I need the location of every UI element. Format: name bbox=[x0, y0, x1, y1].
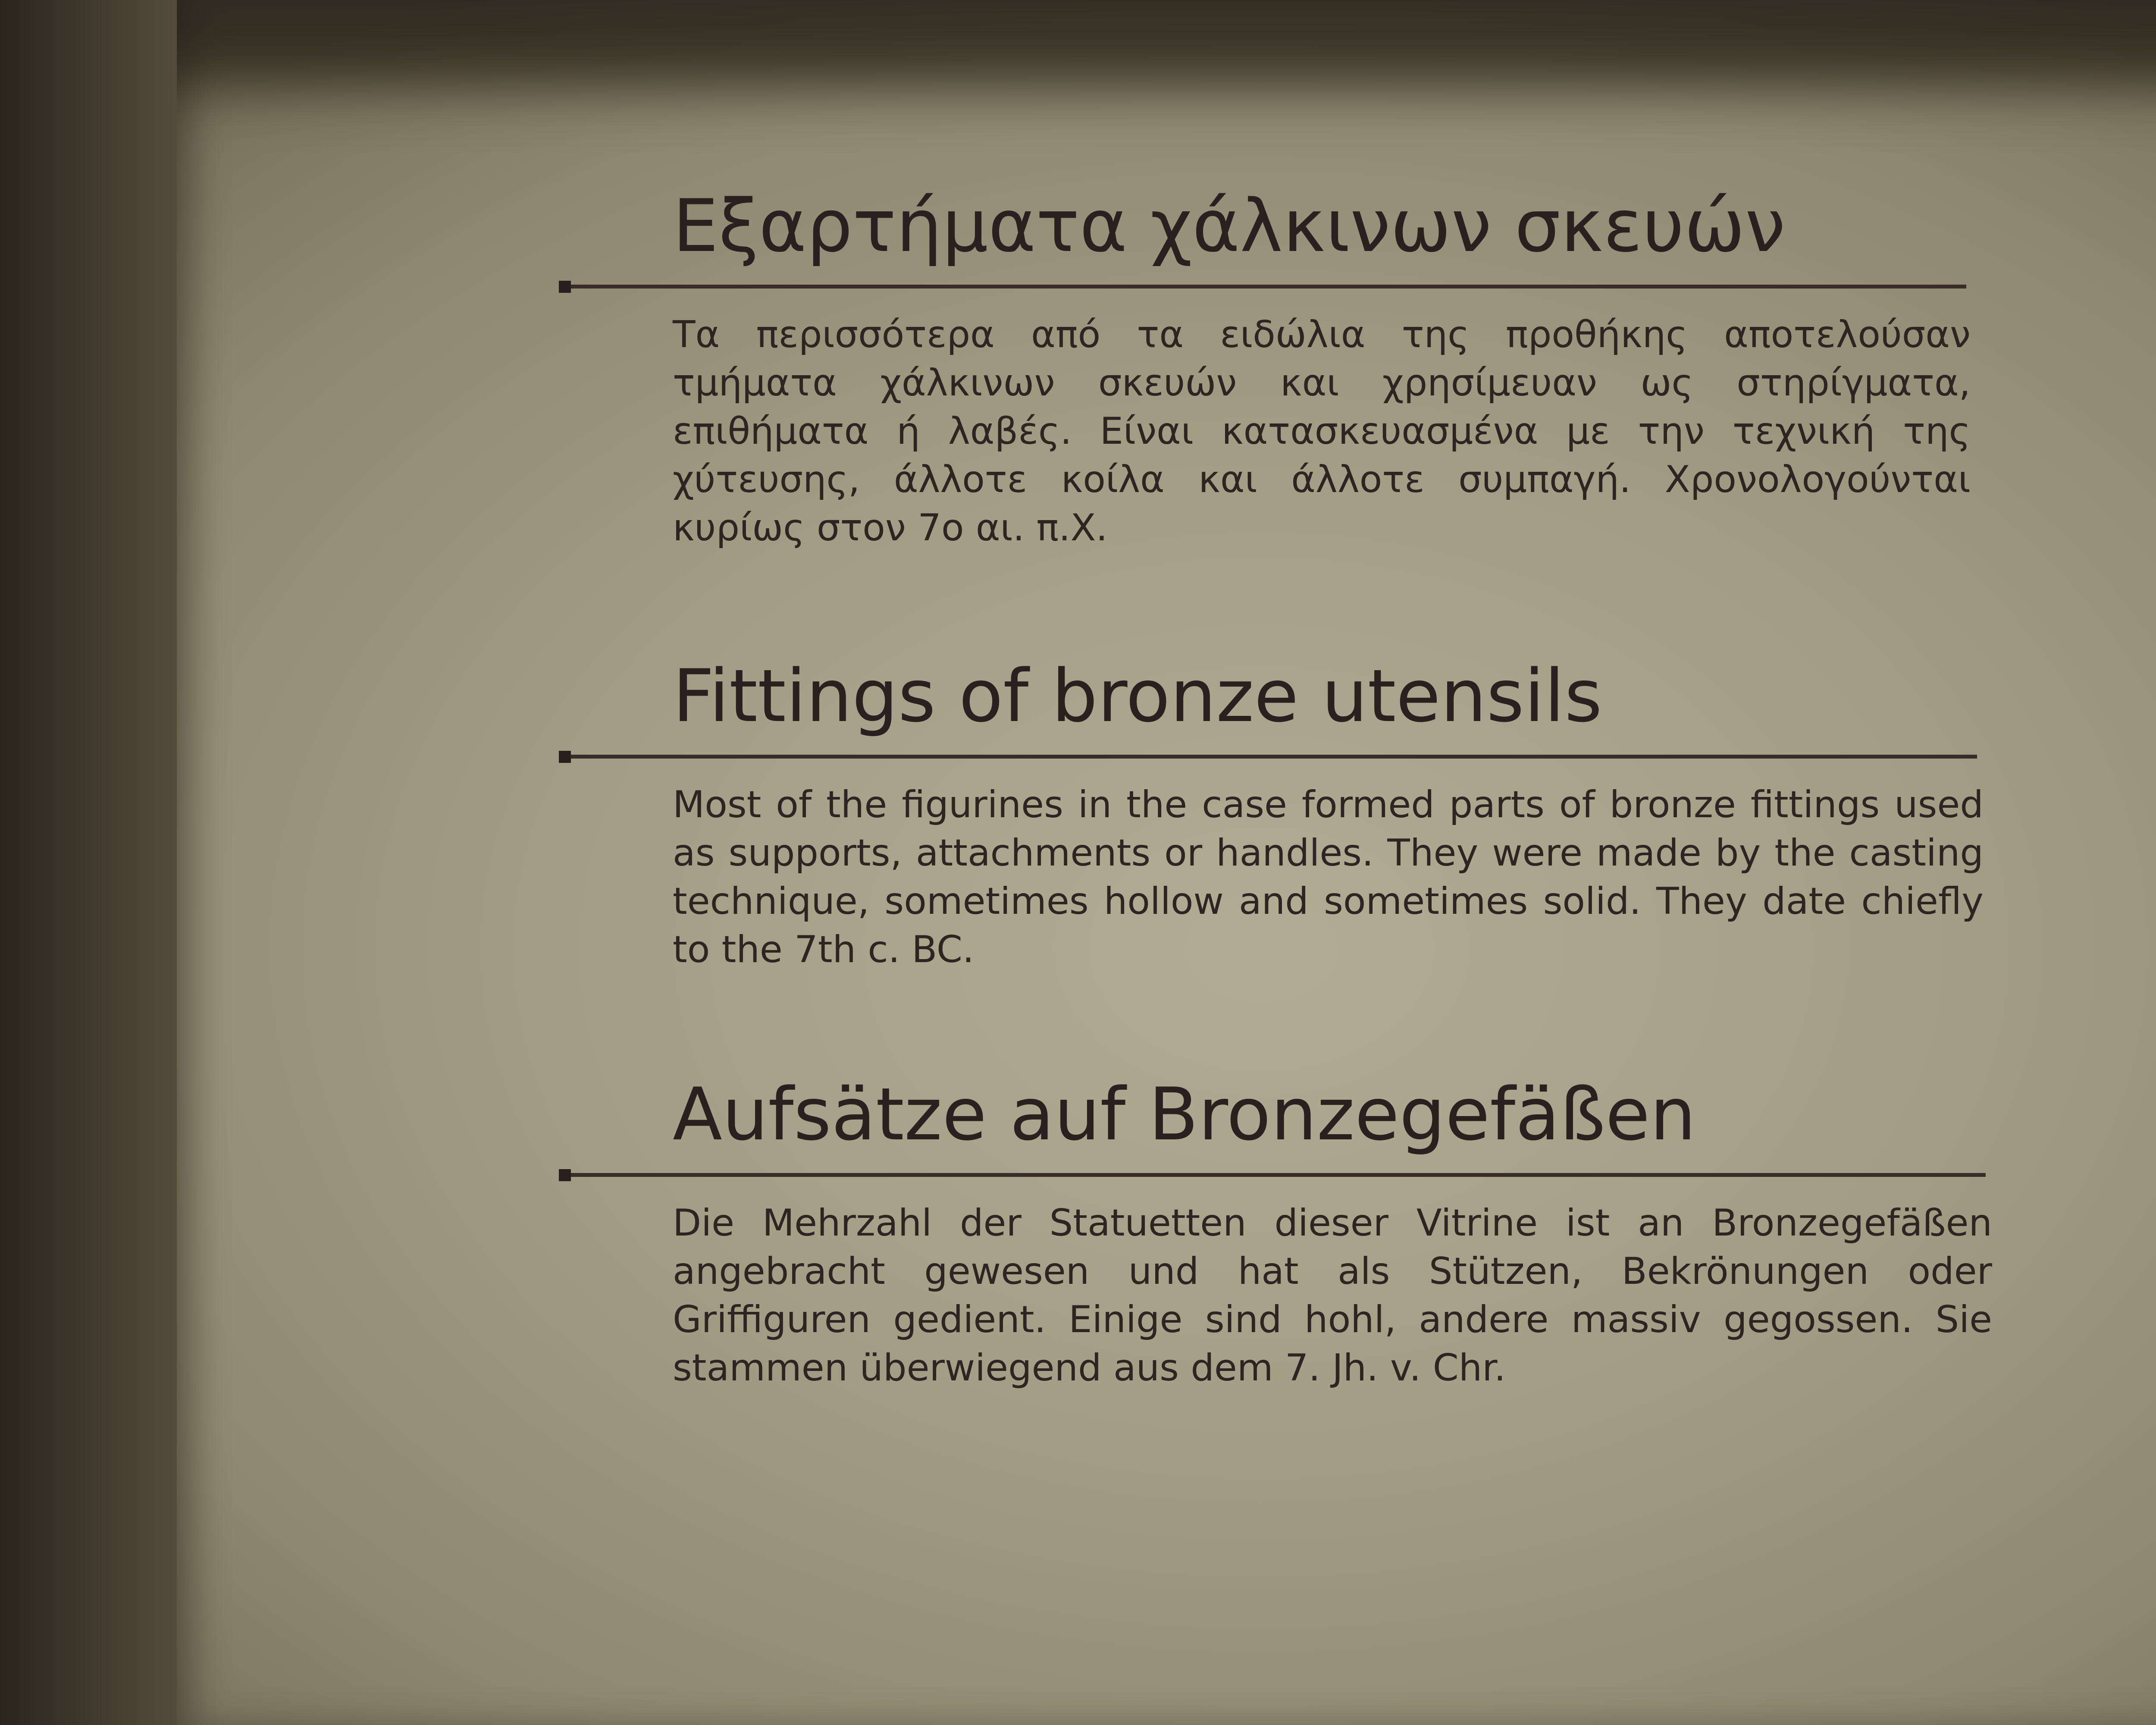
english-section bbox=[561, 651, 1984, 971]
german-section bbox=[561, 1070, 1992, 1414]
greek-section bbox=[561, 181, 1984, 549]
german-title: Aufsätze auf Bronzegefäßen bbox=[673, 1072, 1696, 1157]
greek-title-rule bbox=[561, 285, 1966, 289]
german-title-rule bbox=[561, 1173, 1986, 1177]
rule-marker bbox=[559, 1169, 571, 1181]
left-wall bbox=[0, 0, 203, 1725]
english-title-rule bbox=[561, 755, 1977, 759]
english-title: Fittings of bronze utensils bbox=[673, 654, 1602, 738]
rule-marker bbox=[559, 281, 571, 293]
rule-marker bbox=[559, 751, 571, 763]
greek-body-text: Τα περισσότερα από τα ειδώλια της προθήκης αποτελούσαν τμήματα χάλκινων σκευών και χρησίμευαν ως στηρίγματα, επιθήματα ή λαβές. Είναι κατασκευασμένα με την τεχνική της χύτευσης, άλλοτε κοίλα και άλλοτε συμπαγή. Χρονολογούνται κυρίως στον 7ο αι. π.Χ. bbox=[673, 313, 1971, 549]
english-body-text: Most of the figurines in the case formed parts of bronze fittings used as supports, attachments or handles. They were made by the casting technique, sometimes hollow and sometimes solid. They date chiefly to the 7th c. BC. bbox=[673, 783, 1984, 971]
german-body-text: Die Mehrzahl der Statuetten dieser Vitrine ist an Bronzegefäßen angebracht gewesen und hat als Stützen, Bekrönungen oder Griffiguren gedient. Einige sind hohl, andere massiv gegossen. Sie stammen überwiegend aus dem 7. Jh. v. Chr. bbox=[673, 1201, 1992, 1389]
greek-title: Εξαρτήματα χάλκινων σκευών bbox=[673, 184, 1786, 268]
